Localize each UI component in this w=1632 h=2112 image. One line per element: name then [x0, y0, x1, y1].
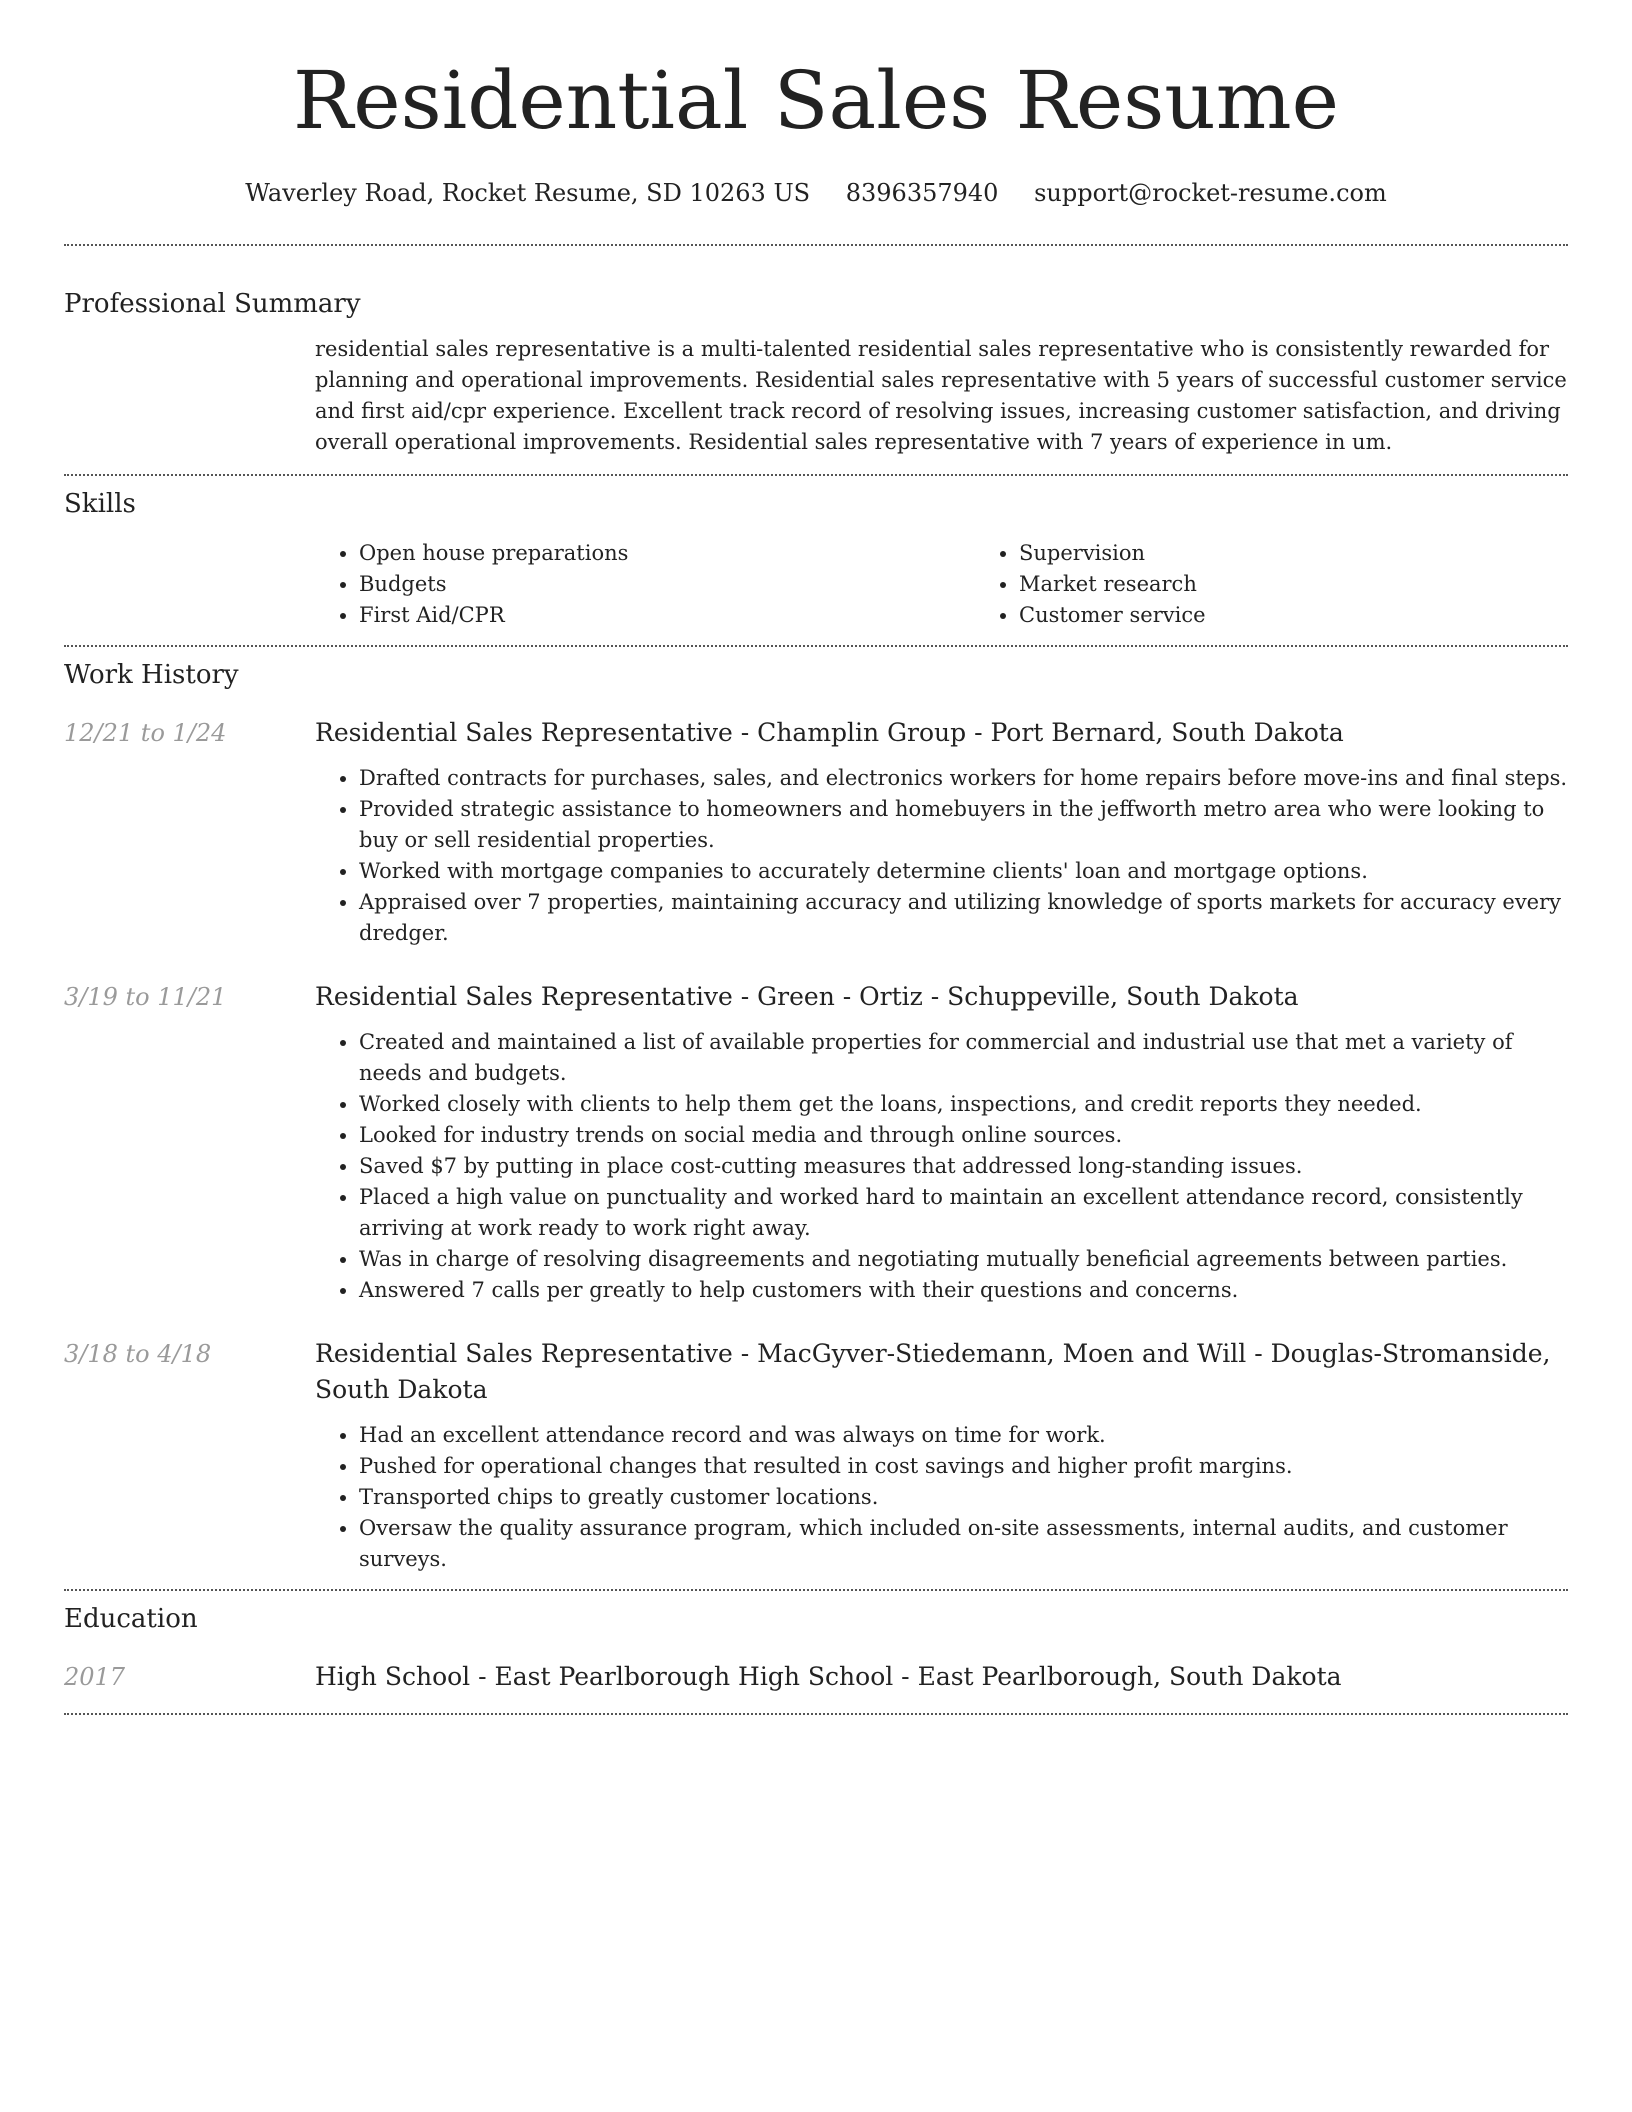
job-bullet: • Appraised over 7 properties, maintaining accuracy and utilizing knowledge of sports markets for accuracy every dredger.: [359, 887, 1568, 949]
skill-item: • Open house preparations: [359, 538, 975, 569]
summary-text: residential sales representative is a multi-talented residential sales representative who is consistently rewarded for planning and operational improvements. Residential sales representative with 5 years of successful customer service and first aid/cpr experience. Excellent track record of resolving issues, increasing customer satisfaction, and driving overall operational improvements. Residential sales representative with 7 years of experience in um.: [315, 337, 1567, 454]
section-title-skills: Skills: [64, 489, 136, 519]
summary-section: [64, 246, 1568, 458]
education-degree: High School: [315, 1662, 471, 1691]
skill-item: • Budgets: [359, 569, 975, 600]
job-bullets: [315, 1027, 1568, 1306]
job-heading: [315, 979, 1568, 1015]
skill-item: • Customer service: [1019, 600, 1632, 631]
skill-item: • Supervision: [1019, 538, 1632, 569]
skills-row: [64, 538, 1568, 631]
education-heading: [315, 1659, 1568, 1695]
job-bullet: • Worked closely with clients to help them get the loans, inspections, and credit reports they needed.: [359, 1089, 1568, 1120]
job-bullets: [315, 763, 1568, 949]
skills-section: [64, 476, 1568, 631]
job-role: Residential Sales Representative: [315, 982, 733, 1011]
job-bullet: • Created and maintained a list of available properties for commercial and industrial use that met a variety of needs and budgets.: [359, 1027, 1568, 1089]
job-bullet: • Worked with mortgage companies to accurately determine clients' loan and mortgage options.: [359, 856, 1568, 887]
job-bullet: • Provided strategic assistance to homeowners and homebuyers in the jeffworth metro area who were looking to buy or sell residential properties.: [359, 794, 1568, 856]
contact-address: Waverley Road, Rocket Resume, SD 10263 US: [245, 179, 811, 207]
skill-item: • First Aid/CPR: [359, 600, 975, 631]
job-bullet: • Drafted contracts for purchases, sales, and electronics workers for home repairs before move-ins and final steps.: [359, 763, 1568, 794]
job-bullet: • Transported chips to greatly customer locations.: [359, 1482, 1568, 1513]
education-section: [64, 1591, 1568, 1695]
contact-email: support@rocket-resume.com: [1034, 179, 1387, 207]
job-bullets: [315, 1420, 1568, 1575]
education-year: 2017: [64, 1663, 126, 1691]
resume-title: Residential Sales Resume: [292, 54, 1339, 147]
job-bullet: • Oversaw the quality assurance program, which included on-site assessments, internal audits, and customer surveys.: [359, 1513, 1568, 1575]
job-dates: 12/21 to 1/24: [64, 719, 227, 747]
job-employer-location: - Champlin Group - Port Bernard, South Dakota: [732, 718, 1344, 747]
section-title-summary: Professional Summary: [64, 289, 361, 319]
section-title-work: Work History: [64, 660, 239, 690]
job-role: Residential Sales Representative: [315, 1339, 733, 1368]
resume-header: [64, 0, 1568, 210]
skill-item: • Market research: [1019, 569, 1632, 600]
job-heading: [315, 715, 1568, 751]
job-entry: [64, 1336, 1568, 1575]
job-bullet: • Had an excellent attendance record and was always on time for work.: [359, 1420, 1568, 1451]
work-section: [64, 647, 1568, 1575]
job-dates: 3/19 to 11/21: [64, 983, 227, 1011]
summary-row: [64, 334, 1568, 458]
contact-line: [64, 176, 1568, 210]
job-bullet: • Placed a high value on punctuality and worked hard to maintain an excellent attendance record, consistently arriving at work ready to work right away.: [359, 1182, 1568, 1244]
job-entry: [64, 979, 1568, 1306]
skills-grid: [315, 538, 1632, 631]
job-entry: [64, 715, 1568, 949]
contact-phone: 8396357940: [845, 179, 999, 207]
job-bullet: • Saved $7 by putting in place cost-cutting measures that addressed long-standing issues.: [359, 1151, 1568, 1182]
job-bullet: • Answered 7 calls per greatly to help customers with their questions and concerns.: [359, 1275, 1568, 1306]
education-entry: [64, 1659, 1568, 1695]
section-title-education: Education: [64, 1604, 198, 1634]
job-content: [315, 715, 1568, 949]
job-bullet: • Looked for industry trends on social media and through online sources.: [359, 1120, 1568, 1151]
summary-content: [315, 334, 1568, 458]
education-content: [315, 1659, 1568, 1695]
job-content: [315, 1336, 1568, 1575]
skills-list-right: [975, 538, 1632, 631]
skills-list-left: [315, 538, 975, 631]
job-bullet: • Pushed for operational changes that resulted in cost savings and higher profit margins.: [359, 1451, 1568, 1482]
job-employer-location: - MacGyver-Stiedemann, Moen and Will - Douglas-Stromanside, South Dakota: [315, 1339, 1551, 1404]
job-employer-location: - Green - Ortiz - Schuppeville, South Dakota: [732, 982, 1299, 1011]
job-dates: 3/18 to 4/18: [64, 1340, 212, 1368]
divider: [64, 1713, 1568, 1715]
job-role: Residential Sales Representative: [315, 718, 733, 747]
education-school-location: - East Pearlborough High School - East Pearlborough, South Dakota: [470, 1662, 1342, 1691]
job-heading: [315, 1336, 1568, 1408]
job-bullet: • Was in charge of resolving disagreements and negotiating mutually beneficial agreements between parties.: [359, 1244, 1568, 1275]
summary-left-spacer: [64, 334, 315, 458]
skills-left-spacer: [64, 538, 315, 631]
job-content: [315, 979, 1568, 1306]
